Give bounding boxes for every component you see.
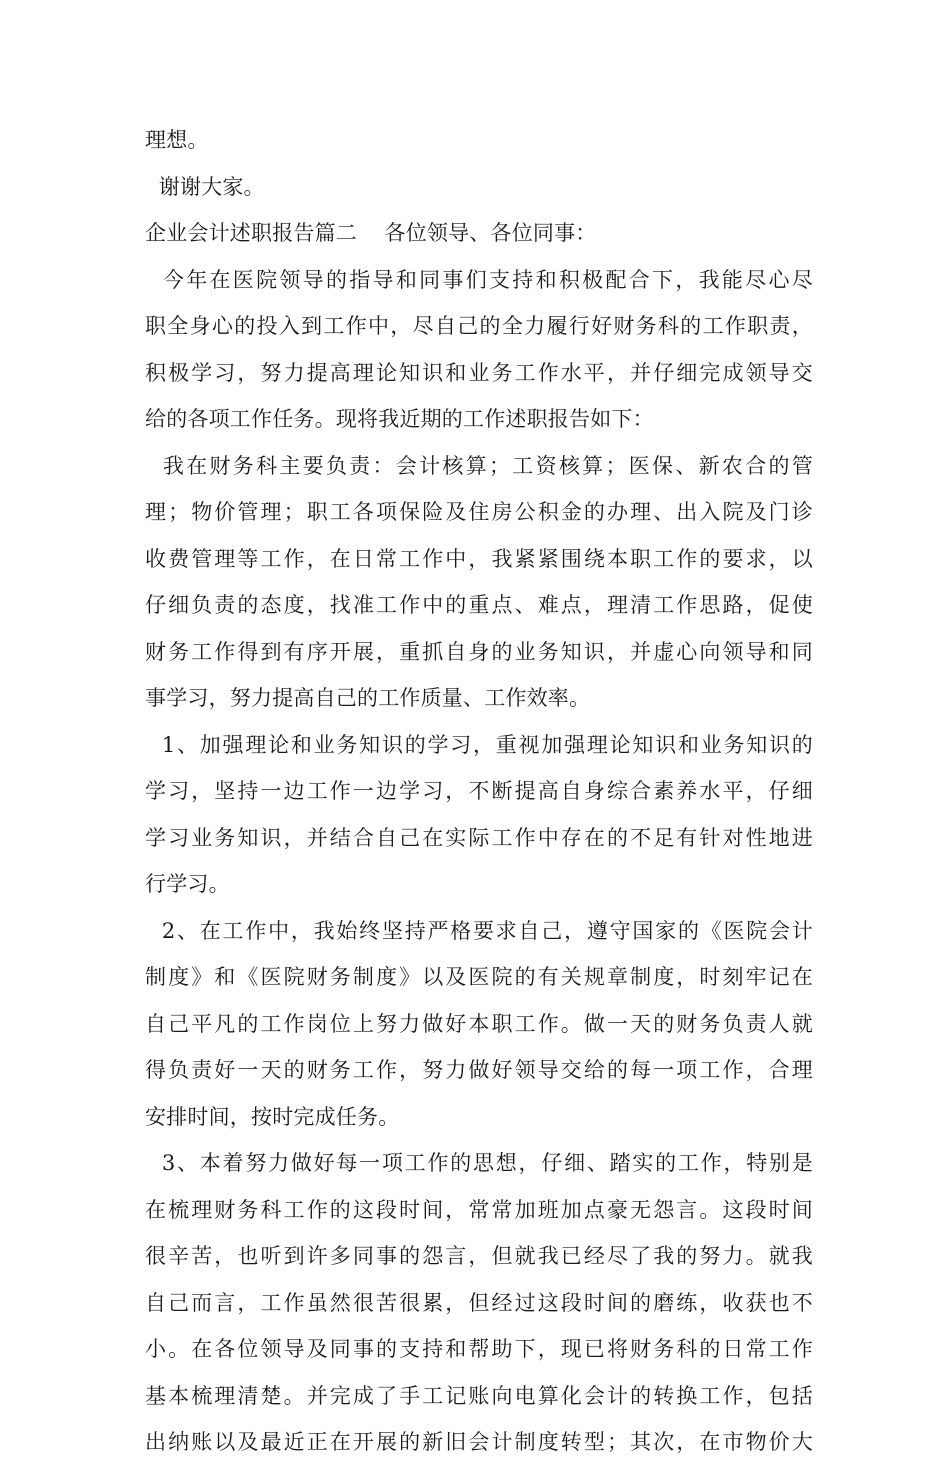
text-line: 行学习。 <box>145 872 230 896</box>
text-line: 自己而言，工作虽然很苦很累，但经过这段时间的磨练，收获也不 <box>145 1290 813 1315</box>
document-body <box>145 117 813 1466</box>
text-line: 今年在医院领导的指导和同事们支持和积极配合下，我能尽心尽 <box>145 267 813 292</box>
text-line: 很辛苦，也听到许多同事的怨言，但就我已经尽了我的努力。就我 <box>145 1244 813 1268</box>
text-line: 理；物价管理；职工各项保险及住房公积金的办理、出入院及门诊 <box>145 500 813 524</box>
text-line: 出纳账以及最近正在开展的新旧会计制度转型；其次，在市物价大 <box>145 1430 813 1454</box>
text-line: 理想。 <box>145 128 209 152</box>
text-line: 学习，坚持一边工作一边学习，不断提高自身综合素养水平，仔细 <box>145 779 813 803</box>
text-line: 给的各项工作任务。现将我近期的工作述职报告如下： <box>145 407 654 431</box>
text-line: 学习业务知识，并结合自己在实际工作中存在的不足有针对性地进 <box>145 825 813 850</box>
text-line: 基本梳理清楚。并完成了手工记账向电算化会计的转换工作，包括 <box>145 1383 813 1408</box>
text-line: 谢谢大家。 <box>145 174 265 199</box>
text-line: 在梳理财务科工作的这段时间，常常加班加点豪无怨言。这段时间 <box>145 1197 813 1222</box>
text-line: 1、加强理论和业务知识的学习，重视加强理论知识和业务知识的 <box>145 732 813 757</box>
text-line: 收费管理等工作，在日常工作中，我紧紧围绕本职工作的要求，以 <box>145 546 813 571</box>
text-line: 安排时间，按时完成任务。 <box>145 1104 400 1129</box>
text-line: 小。在各位领导及同事的支持和帮助下，现已将财务科的日常工作 <box>145 1337 813 1361</box>
text-line: 自己平凡的工作岗位上努力做好本职工作。做一天的财务负责人就 <box>145 1011 813 1036</box>
text-line: 仔细负责的态度，找准工作中的重点、难点，理清工作思路，促使 <box>145 593 813 617</box>
text-line: 财务工作得到有序开展，重抓自身的业务知识，并虚心向领导和同 <box>145 639 813 664</box>
text-line: 职全身心的投入到工作中，尽自己的全力履行好财务科的工作职责， <box>145 314 813 338</box>
text-line: 事学习，努力提高自己的工作质量、工作效率。 <box>145 686 591 710</box>
text-line: 积极学习，努力提高理论知识和业务工作水平，并仔细完成领导交 <box>145 360 813 385</box>
text-line: 制度》和《医院财务制度》以及医院的有关规章制度，时刻牢记在 <box>145 965 813 989</box>
text-line: 3、本着努力做好每一项工作的思想，仔细、踏实的工作，特别是 <box>145 1151 813 1175</box>
text-line: 我在财务科主要负责：会计核算；工资核算；医保、新农合的管 <box>145 453 813 478</box>
section-heading-line: 企业会计述职报告篇二 各位领导、各位同事： <box>145 221 597 245</box>
text-line: 得负责好一天的财务工作，努力做好领导交给的每一项工作，合理 <box>145 1058 813 1082</box>
text-line: 2、在工作中，我始终坚持严格要求自己，遵守国家的《医院会计 <box>145 918 813 943</box>
